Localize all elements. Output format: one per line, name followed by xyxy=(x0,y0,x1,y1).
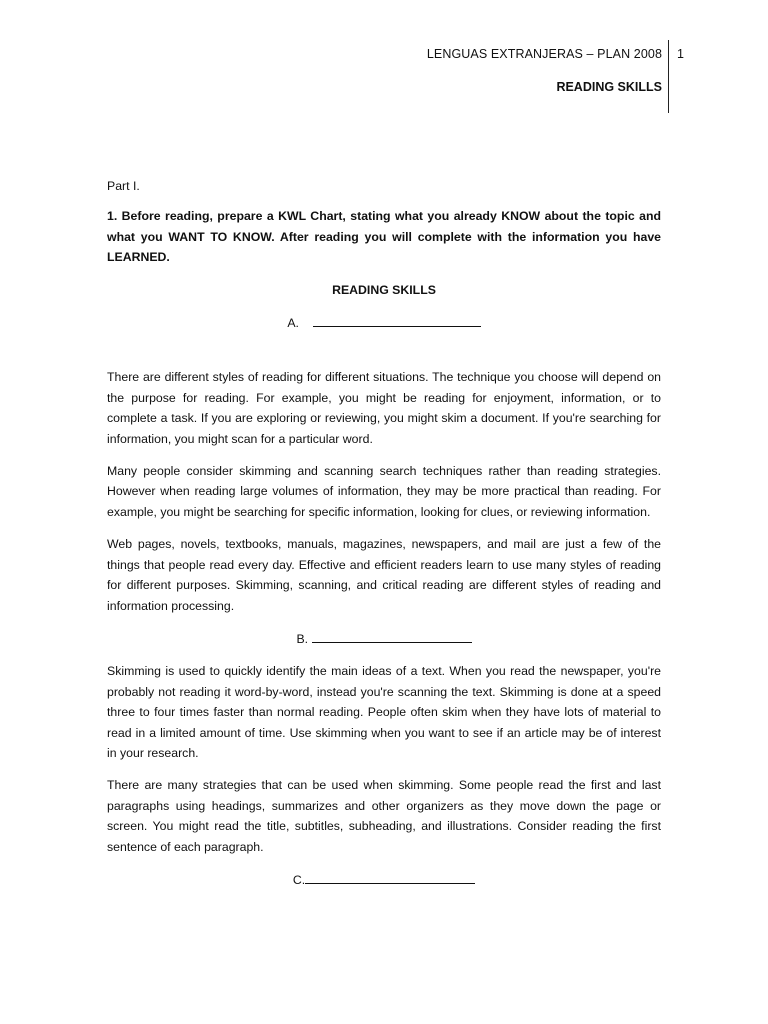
section-a-label: A. xyxy=(287,316,299,331)
section-c-blank[interactable] xyxy=(305,869,475,884)
instruction: 1. Before reading, prepare a KWL Chart, stating what you already KNOW about the topic and what you WANT TO KNOW. After reading you will complete with the information you have LEARNED. xyxy=(107,209,661,265)
header-title: LENGUAS EXTRANJERAS – PLAN 2008 xyxy=(426,47,662,61)
header-subtitle: READING SKILLS xyxy=(556,80,662,94)
section-b-heading xyxy=(107,628,661,649)
section-c-label: C. xyxy=(292,872,306,887)
paragraph-a2: Many people consider skimming and scanning search techniques rather than reading strategies. However when reading large volumes of information, they may be more practical than reading. For example, you might be searching for specific information, looking for clues, or reviewing information. xyxy=(107,464,661,519)
header-divider xyxy=(668,40,669,113)
section-b-label: B. xyxy=(296,631,309,646)
part-label: Part I. xyxy=(107,179,140,193)
section-b-blank[interactable] xyxy=(312,628,472,643)
section-title: READING SKILLS xyxy=(332,282,436,297)
page-number: 1 xyxy=(677,47,684,61)
paragraph-b1: Skimming is used to quickly identify the main ideas of a text. When you read the newspaper, you're probably not reading it word-by-word, instead you're scanning the text. Skimming is done at a speed three to four times faster than normal reading. People often skim when they have lots of material to read in a limited amount of time. Use skimming when you want to see if an article may be of interest in your research. xyxy=(107,664,661,760)
paragraph-b2: There are many strategies that can be used when skimming. Some people read the first and last paragraphs using headings, summarizes and other organizers as they move down the page or screen. You might read the title, subtitles, subheading, and illustrations. Consider reading the first sentence of each paragraph. xyxy=(107,778,661,854)
document-body xyxy=(107,176,661,902)
paragraph-a1: There are different styles of reading for different situations. The technique you choose will depend on the purpose for reading. For example, you might be reading for enjoyment, information, or to complete a task. If you are exploring or reviewing, you might skim a document. If you're searching for information, you might scan for a particular word. xyxy=(107,370,661,446)
paragraph-a3: Web pages, novels, textbooks, manuals, magazines, newspapers, and mail are just a few of the things that people read every day. Effective and efficient readers learn to use many styles of reading for different purposes. Skimming, scanning, and critical reading are different styles of reading and information processing. xyxy=(107,537,661,613)
section-a-heading xyxy=(107,312,661,333)
section-a-blank[interactable] xyxy=(313,312,481,327)
section-c-heading xyxy=(107,869,661,890)
